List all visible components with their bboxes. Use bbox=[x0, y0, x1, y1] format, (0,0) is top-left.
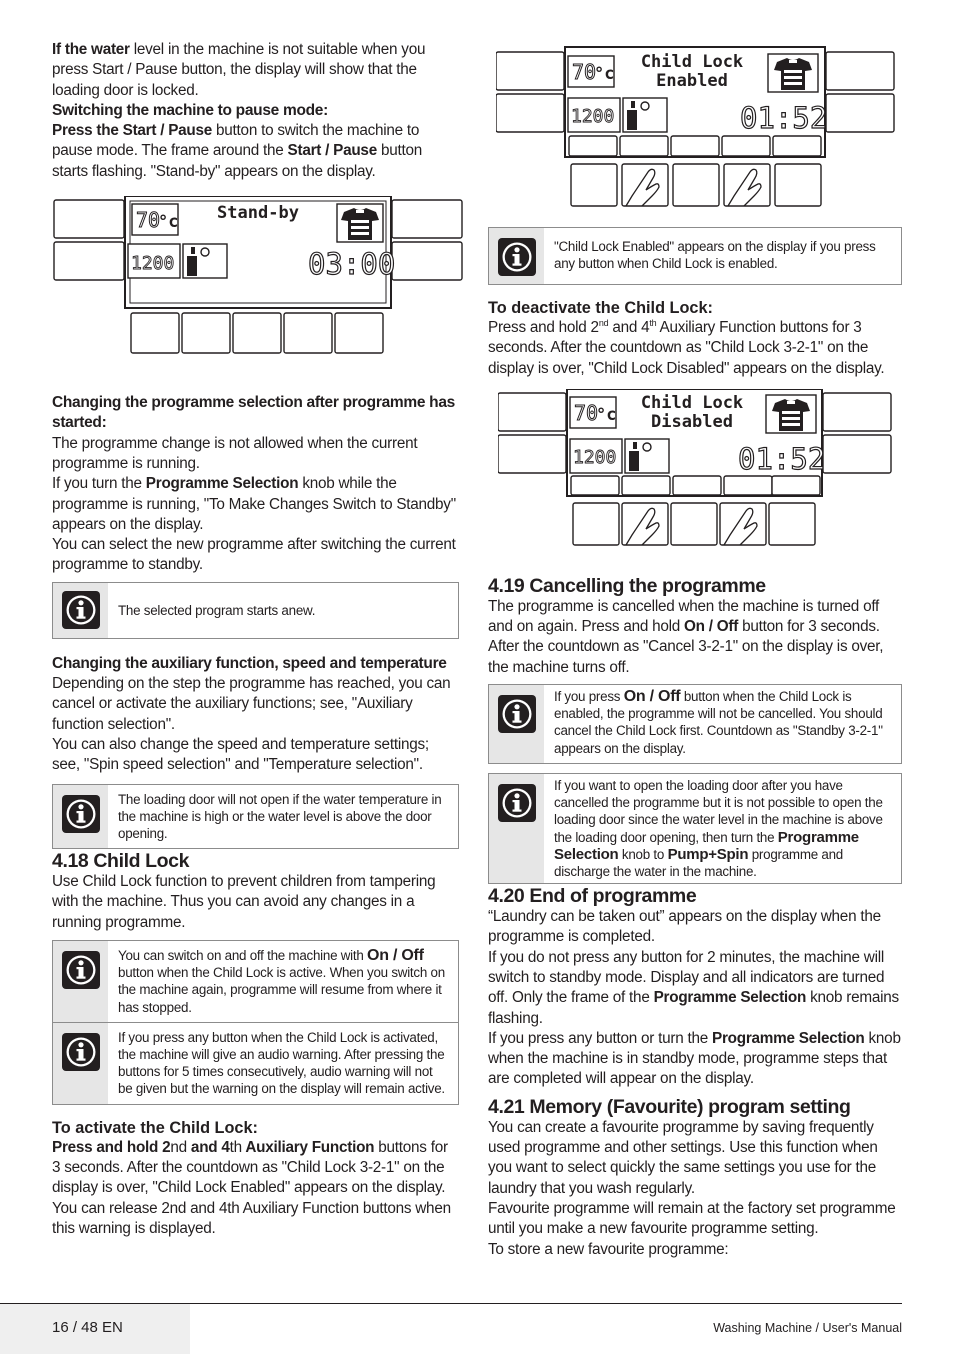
end-p1: “Laundry can be taken out” appears on the display when the programme is completed. bbox=[488, 908, 881, 946]
info-note: You can switch on and off the machine with On / Off button when the Child Lock is active. When you switch on the machine again, programme will resume from where it has stopped. bbox=[52, 940, 459, 1023]
section-title-end: 4.20 End of programme bbox=[488, 885, 697, 908]
info-icon bbox=[53, 583, 108, 638]
memory-p1: You can create a favourite programme by saving frequently used programme and other settings. Use this function when you want to select quickly the same settings you use for the laundry that you wash regularly. bbox=[488, 1118, 878, 1197]
time-readout: 03:00 bbox=[308, 247, 396, 282]
info-note: The loading door will not open if the water temperature in the machine is high or the water level is above the door opening. bbox=[52, 784, 459, 850]
activate-heading: To activate the Child Lock: bbox=[52, 1118, 258, 1137]
child-lock-disabled-illustration bbox=[498, 389, 898, 557]
intro-paragraph: If the water level in the machine is not suitable when you press Start / Pause button, the display will show that the loading door is locked. bbox=[52, 41, 426, 99]
temp-unit: °c bbox=[596, 404, 617, 425]
display-message-line2: Enabled bbox=[656, 71, 728, 91]
footer-title: Washing Machine / User's Manual bbox=[713, 1321, 902, 1335]
info-icon bbox=[53, 1023, 108, 1104]
info-note: If you want to open the loading door after you have cancelled the programme but it is not possible to open the loading door since the water level in the machine is above the loading door opening, then turn the Programme Selection knob to Pump+Spin programme and discharge the water in the machine. bbox=[488, 773, 902, 884]
temp-readout: 70 bbox=[572, 60, 597, 84]
aux-change-p2: You can also change the speed and temperature settings; see, "Spin speed selection" and "Temperature selection". bbox=[52, 735, 429, 774]
child-lock-enabled-figure bbox=[496, 44, 902, 212]
child-lock-disabled-figure bbox=[498, 389, 902, 557]
info-icon bbox=[489, 228, 544, 284]
time-readout: 01:52 bbox=[740, 101, 828, 135]
display-message-line1: Child Lock bbox=[640, 52, 744, 72]
right-column bbox=[488, 44, 902, 1260]
info-icon bbox=[53, 785, 108, 849]
display-message-line1: Child Lock bbox=[640, 392, 744, 413]
aux-change-heading: Changing the auxiliary function, speed and temperature bbox=[52, 654, 447, 672]
footer-divider bbox=[0, 1303, 902, 1304]
time-readout: 01:52 bbox=[738, 441, 826, 476]
standby-display-illustration bbox=[52, 196, 464, 368]
memory-p2: Favourite programme will remain at the factory set programme until you make a new favourite programme setting. bbox=[488, 1199, 896, 1238]
cancel-paragraph: The programme is cancelled when the machine is turned off and on again. Press and hold On / Off button for 3 seconds. After the countdown as "Cancel 3-2-1" on the display is over, the machine turns off. bbox=[488, 597, 884, 676]
deactivate-heading: To deactivate the Child Lock: bbox=[488, 299, 713, 317]
display-message: Stand-by bbox=[217, 203, 299, 224]
prog-change-p3: You can select the new programme after switching the current programme to standby. bbox=[52, 536, 456, 574]
info-icon bbox=[489, 685, 544, 763]
child-lock-enabled-illustration bbox=[496, 44, 896, 212]
end-p2: If you do not press any button for 2 minutes, the machine will switch to standby mode. Display and all indicators are turned off. Only the frame of the Programme Selection knob remains flashing. bbox=[488, 948, 899, 1027]
temp-unit: °c bbox=[158, 212, 179, 233]
spin-readout: 1200 bbox=[571, 106, 615, 127]
pause-paragraph: Press the Start / Pause button to switch the machine to pause mode. The frame around the Start / Pause button starts flashing. "Stand-by" appears on the display. bbox=[52, 122, 422, 180]
info-note: The selected program starts anew. bbox=[52, 582, 459, 639]
temp-unit: °c bbox=[594, 64, 615, 84]
info-icon bbox=[53, 941, 108, 1022]
activate-paragraph: Press and hold 2nd and 4th Auxiliary Function buttons for 3 seconds. After the countdown as "Child Lock 3-2-1" on the display is over, "Child Lock Enabled" appears on the display. You can release 2nd and 4th Auxiliary Function buttons when this warning is displayed. bbox=[52, 1138, 451, 1237]
info-note: "Child Lock Enabled" appears on the display if you press any button when Child Lock is enabled. bbox=[488, 227, 902, 285]
prog-change-p1: The programme change is not allowed when the current programme is running. bbox=[52, 434, 418, 472]
page-number: 16 / 48 EN bbox=[52, 1319, 123, 1336]
info-icon bbox=[489, 774, 544, 883]
spin-readout: 1200 bbox=[131, 253, 175, 275]
prog-change-heading: Changing the programme selection after programme has started: bbox=[52, 394, 455, 432]
child-lock-intro: Use Child Lock function to prevent children from tampering with the machine. Thus you can avoid any changes in a running programme. bbox=[52, 873, 436, 931]
display-message-line2: Disabled bbox=[651, 411, 733, 432]
aux-change-p1: Depending on the step the programme has reached, you can cancel or activate the auxiliary functions; see, "Auxiliary function selection". bbox=[52, 675, 451, 733]
memory-p3: To store a new favourite programme: bbox=[488, 1240, 729, 1258]
temp-readout: 70 bbox=[136, 208, 161, 233]
prog-change-p2: If you turn the Programme Selection knob while the programme is running, "To Make Changes Switch to Standby" appears on the display. bbox=[52, 475, 456, 533]
spin-readout: 1200 bbox=[573, 446, 617, 468]
standby-display-figure bbox=[52, 196, 459, 368]
section-title-child-lock: 4.18 Child Lock bbox=[52, 850, 190, 873]
info-note: If you press On / Off button when the Child Lock is enabled, the programme will not be cancelled. You should cancel the Child Lock first. Countdown as "Standby 3-2-1" appears on the display. bbox=[488, 684, 902, 764]
left-column bbox=[52, 40, 459, 1239]
end-p3: If you press any button or turn the Programme Selection knob when the machine is in standby mode, programme steps that are completed will appear on the display. bbox=[488, 1029, 901, 1088]
temp-readout: 70 bbox=[574, 400, 599, 425]
section-title-memory: 4.21 Memory (Favourite) program setting bbox=[488, 1095, 851, 1118]
deactivate-paragraph: Press and hold 2nd and 4th Auxiliary Function buttons for 3 seconds. After the countdown as "Child Lock 3-2-1" on the display is over, "Child Lock Disabled" appears on the display. bbox=[488, 317, 885, 377]
section-title-cancel: 4.19 Cancelling the programme bbox=[488, 574, 766, 597]
pause-heading: Switching the machine to pause mode: bbox=[52, 101, 328, 119]
info-note: If you press any button when the Child Lock is activated, the machine will give an audio warning. After pressing the buttons for 5 times consecutively, audio warning will not be given but the warning on the display will remain active. bbox=[52, 1023, 459, 1105]
